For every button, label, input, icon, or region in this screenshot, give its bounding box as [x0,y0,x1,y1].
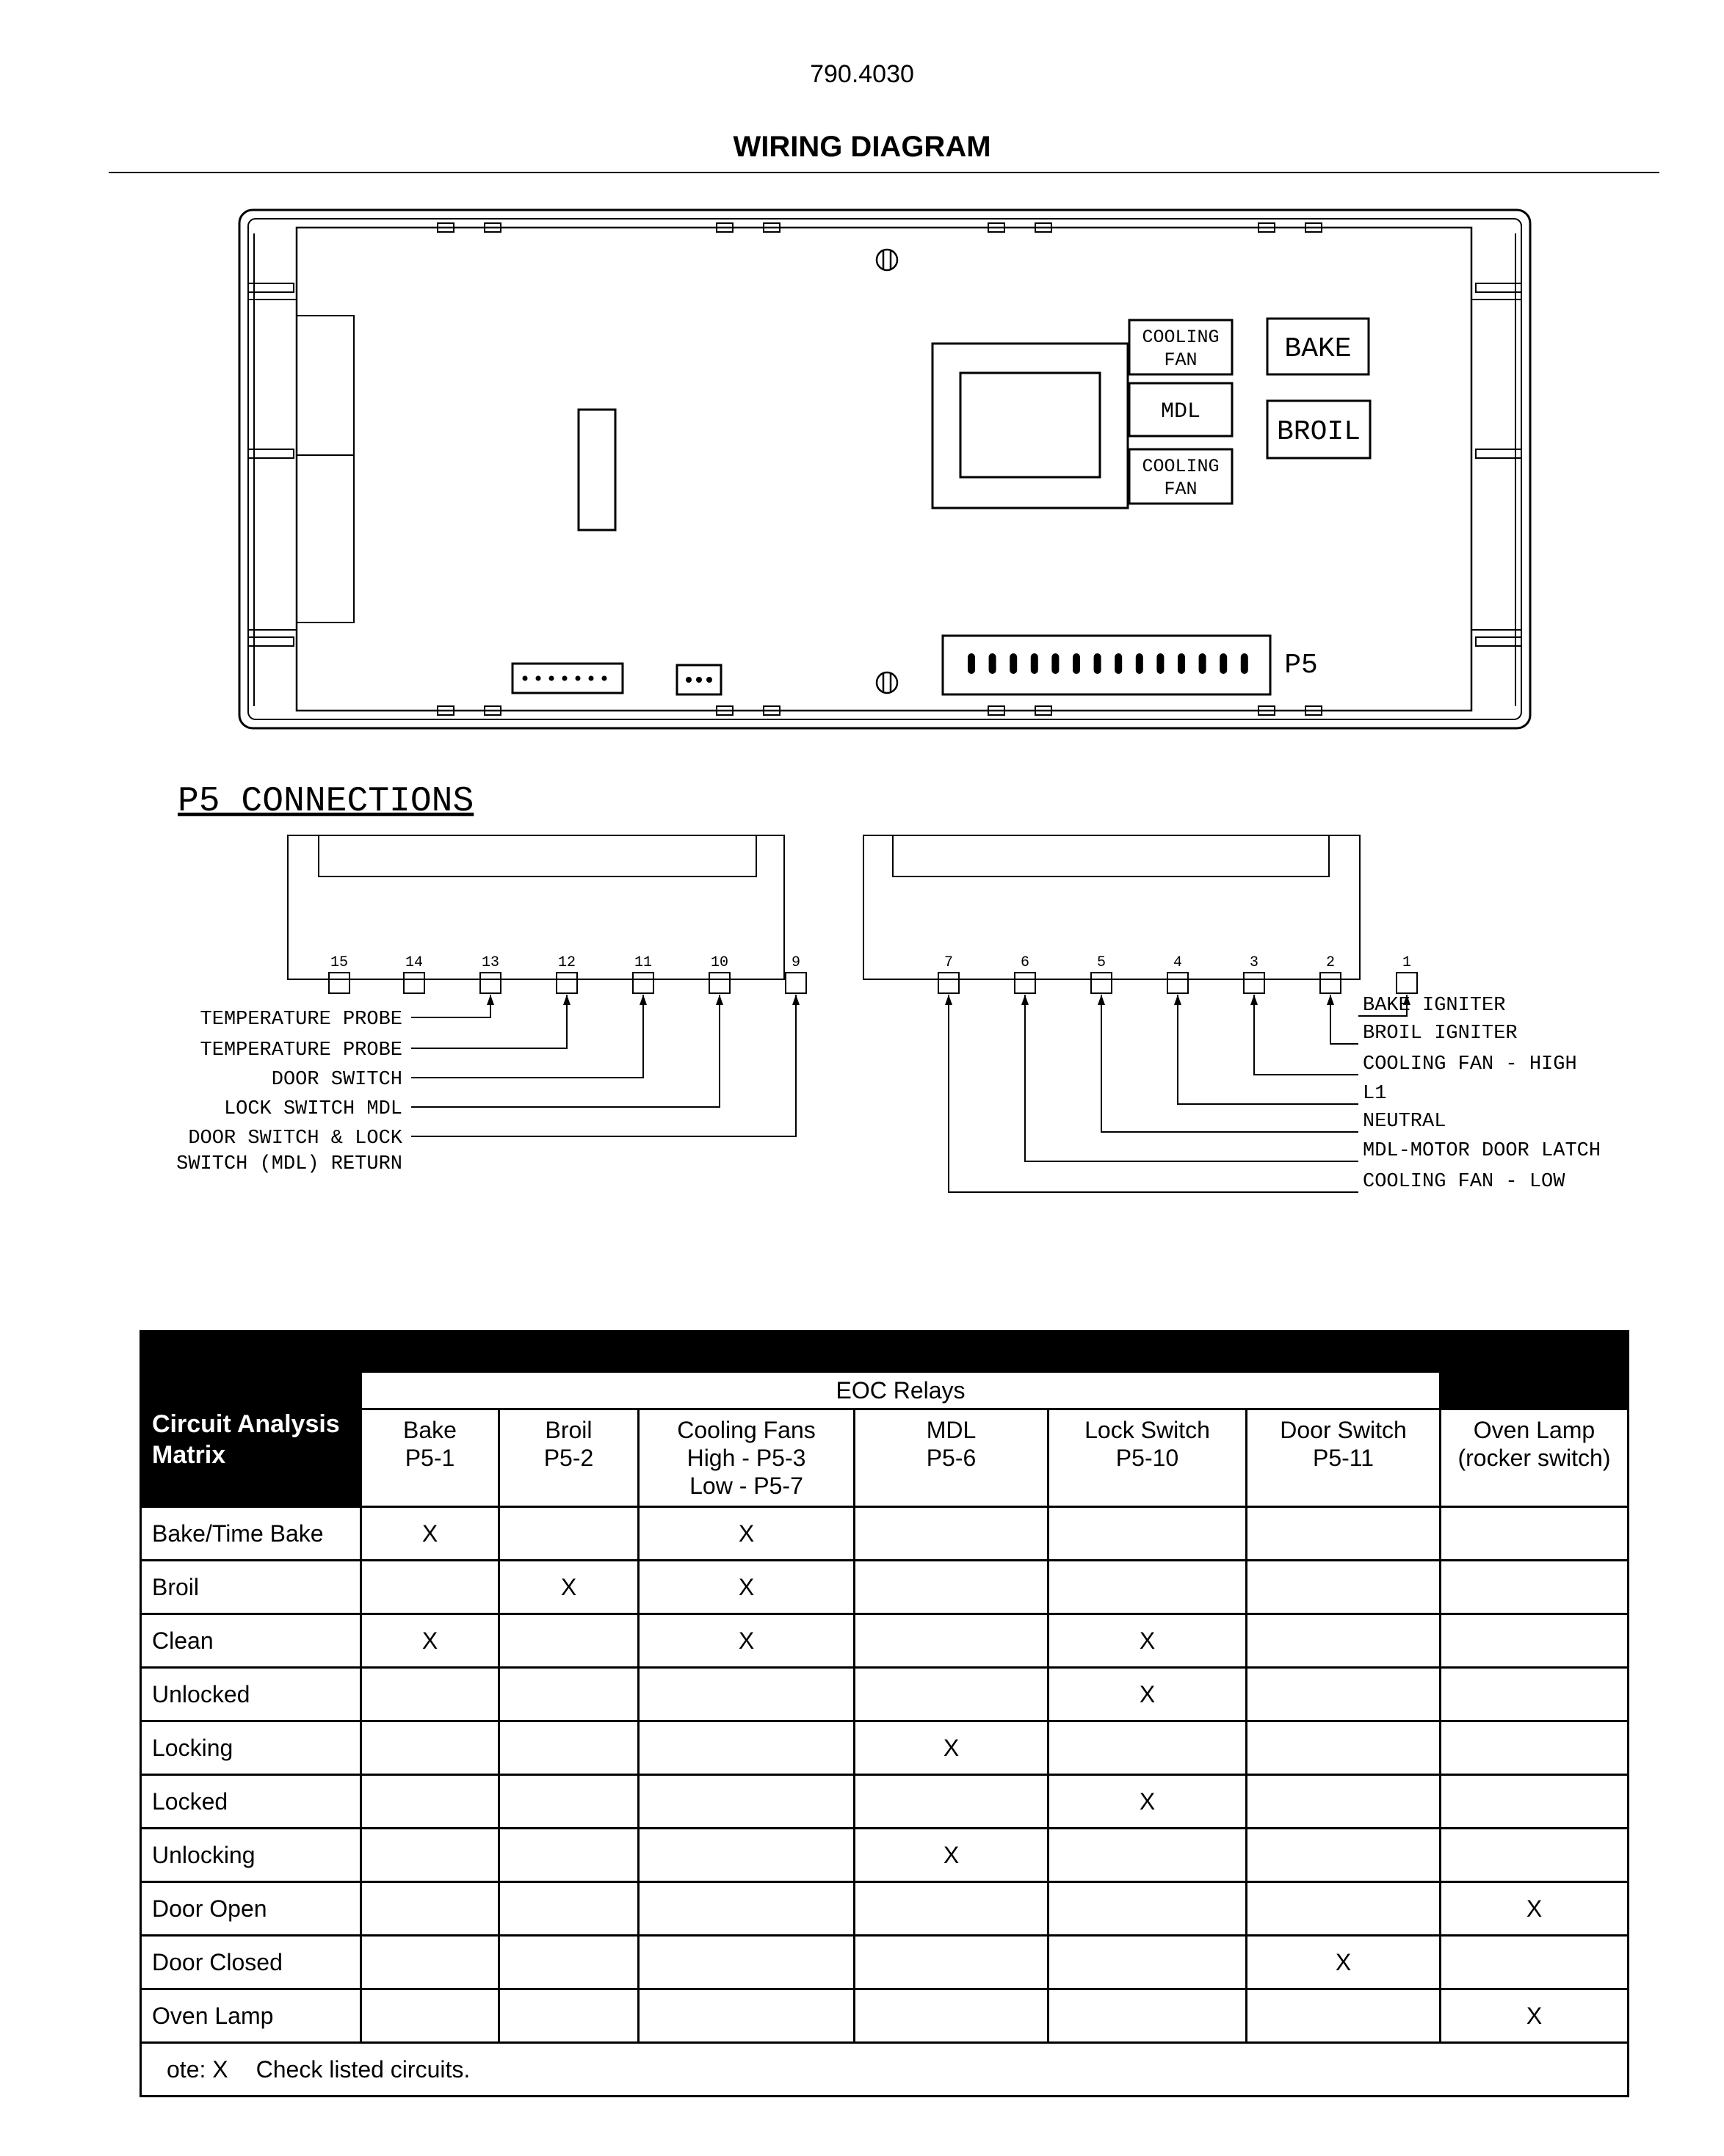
label-pin-9: SWITCH (MDL) RETURN [176,1153,402,1175]
row-label: Broil [141,1561,361,1614]
pin-15-terminal [329,973,349,993]
p5-pin-numbers [330,954,1411,971]
table-row [141,1614,1629,1668]
p5-board-pin [1136,653,1143,674]
pin-13-number: 13 [481,954,500,971]
column-header-bake: Bake P5-1 [361,1409,499,1507]
ribbon-header [579,410,615,530]
pin-1-terminal [1397,973,1417,993]
matrix-cell: X [361,1614,499,1668]
label-pin-12: TEMPERATURE PROBE [200,1039,402,1061]
wire-pin-7 [949,995,1358,1192]
row-label: Bake/Time Bake [141,1507,361,1561]
matrix-cell [855,1989,1048,2043]
wire-pin-9 [411,995,796,1136]
wire-pin-13 [411,995,490,1017]
matrix-cell [639,1721,855,1775]
column-header-lock-switch: Lock Switch P5-10 [1048,1409,1247,1507]
matrix-cell [639,1936,855,1989]
matrix-cell [1247,1614,1441,1668]
matrix-cell [499,1775,639,1829]
pin-6-number: 6 [1020,954,1030,971]
pin-9-number: 9 [791,954,801,971]
pin-15-number: 15 [330,954,349,971]
matrix-cell [855,1668,1048,1721]
table-row [141,1721,1629,1775]
wire-pin-5 [1101,995,1358,1132]
row-label: Door Closed [141,1936,361,1989]
p5-board-pin [1010,653,1017,674]
connector-pins [523,676,713,683]
p5-label: P5 [1284,650,1318,681]
p5-board-pin [1156,653,1164,674]
label-l1: L1 [1363,1083,1387,1105]
eoc-relays-header: EOC Relays [361,1372,1441,1409]
pin-9-terminal [786,973,806,993]
column-header-door-switch: Door Switch P5-11 [1247,1409,1441,1507]
wire-pin-2 [1330,995,1358,1044]
matrix-cell [855,1561,1048,1614]
matrix-cell [361,1829,499,1882]
label-pin-11: DOOR SWITCH [271,1069,402,1091]
pin-14-terminal [404,973,424,993]
matrix-cell [855,1614,1048,1668]
label-cooling-fan-low: COOLING FAN - LOW [1363,1171,1565,1193]
matrix-corner-label: Circuit Analysis Matrix [141,1372,361,1507]
p5-left-labels [176,1009,403,1175]
matrix-cell [1247,1668,1441,1721]
matrix-cell [1441,1668,1629,1721]
p5-board-pin [1031,653,1038,674]
matrix-cell [1441,1721,1629,1775]
board-outer-frame [239,210,1530,728]
matrix-cell [855,1882,1048,1936]
column-header-broil: Broil P5-2 [499,1409,639,1507]
label-cooling-fan-high: COOLING FAN - HIGH [1363,1053,1577,1075]
p5-board-pin [1094,653,1101,674]
matrix-cell: X [639,1614,855,1668]
pin-14-number: 14 [405,954,424,971]
wire-pin-4 [1178,995,1358,1104]
matrix-cell: X [1048,1668,1247,1721]
p5-board-pin [968,653,975,674]
label-neutral: NEUTRAL [1363,1111,1446,1133]
matrix-cell [499,1989,639,2043]
label-pin-9: DOOR SWITCH & LOCK [188,1128,402,1150]
matrix-cell [1048,1829,1247,1882]
matrix-cell [499,1882,639,1936]
row-label: Oven Lamp [141,1989,361,2043]
matrix-cell [499,1614,639,1668]
label-pin-13: TEMPERATURE PROBE [200,1009,402,1031]
matrix-cell: X [1441,1989,1629,2043]
p5-right-connector [863,835,1360,979]
matrix-column-headers [141,1409,1629,1507]
right-rail [1471,233,1521,706]
matrix-cell [639,1882,855,1936]
matrix-cell [499,1721,639,1775]
matrix-cell [639,1989,855,2043]
matrix-cell [1441,1614,1629,1668]
screw-icon [877,250,897,270]
pin-10-number: 10 [710,954,729,971]
wire-pin-10 [411,995,720,1107]
p5-board-pin [1115,653,1122,674]
table-row [141,1989,1629,2043]
transformer-core [960,373,1100,477]
label-broil-igniter: BROIL IGNITER [1363,1023,1518,1045]
p5-left-connector [288,835,784,979]
pin-7-terminal [938,973,959,993]
screw-icon [877,672,897,693]
matrix-cell [1048,1882,1247,1936]
matrix-note-row [141,2043,1629,2097]
matrix-cell: X [855,1829,1048,1882]
table-row [141,1561,1629,1614]
wire-pin-6 [1025,995,1358,1161]
matrix-cell [1048,1936,1247,1989]
pin-2-terminal [1320,973,1341,993]
p5-pins [968,653,1248,674]
wire-pin-11 [411,995,643,1078]
table-row [141,1775,1629,1829]
matrix-cell [361,1721,499,1775]
matrix-cell [1247,1721,1441,1775]
matrix-cell [1247,1829,1441,1882]
matrix-cell [361,1561,499,1614]
label-pin-10: LOCK SWITCH MDL [223,1098,402,1120]
matrix-body [141,1507,1629,2043]
p5-board-pin [989,653,996,674]
matrix-cell: X [639,1507,855,1561]
row-label: Clean [141,1614,361,1668]
matrix-cell [639,1668,855,1721]
transformer [932,344,1128,508]
row-label: Unlocked [141,1668,361,1721]
matrix-cell [1441,1829,1629,1882]
matrix-cell [855,1936,1048,1989]
matrix-cell [1247,1775,1441,1829]
p5-board-pin [1178,653,1185,674]
row-label: Locked [141,1775,361,1829]
matrix-cell [1441,1936,1629,1989]
row-label: Unlocking [141,1829,361,1882]
matrix-cell [499,1668,639,1721]
page-title: WIRING DIAGRAM [733,131,991,163]
matrix-cell [361,1775,499,1829]
column-header-cooling-fans: Cooling Fans High - P5-3 Low - P5-7 [639,1409,855,1507]
p5-pin-squares [329,973,1417,993]
p5-board-pin [1220,653,1227,674]
matrix-cell [1048,1721,1247,1775]
matrix-cell [1441,1507,1629,1561]
cooling-fan-top-label: FAN [1164,349,1198,371]
wire-pin-12 [411,995,567,1048]
board-inner-frame [248,219,1521,719]
matrix-cell: X [361,1507,499,1561]
pin-6-terminal [1015,973,1035,993]
matrix-cell [361,1989,499,2043]
matrix-cell [499,1507,639,1561]
table-row [141,1668,1629,1721]
mdl-label: MDL [1160,399,1201,424]
pin-2-number: 2 [1325,954,1336,971]
table-row [141,1882,1629,1936]
pin-4-number: 4 [1173,954,1183,971]
pin-5-number: 5 [1096,954,1107,971]
matrix-cell: X [1048,1775,1247,1829]
left-rail [248,233,354,706]
matrix-cell [1247,1989,1441,2043]
matrix-cell [499,1936,639,1989]
pin-1-number: 1 [1402,954,1412,971]
matrix-cell [1441,1561,1629,1614]
pin-4-terminal [1167,973,1188,993]
pin-3-number: 3 [1249,954,1259,971]
matrix-cell [1247,1561,1441,1614]
matrix-cell [361,1668,499,1721]
p5-board-pin [1241,653,1248,674]
matrix-cell [1048,1507,1247,1561]
row-label: Locking [141,1721,361,1775]
pin-7-number: 7 [944,954,954,971]
column-header-mdl: MDL P5-6 [855,1409,1048,1507]
p5-right-labels [1363,995,1601,1193]
label-bake-igniter: BAKE IGNITER [1363,995,1506,1017]
row-label: Door Open [141,1882,361,1936]
matrix-group-row [141,1372,1629,1409]
circuit-analysis-matrix [140,1330,1629,2097]
pin-10-terminal [709,973,730,993]
matrix-top-bar [141,1332,1629,1372]
p5-board-pin [1199,653,1206,674]
matrix-cell: X [1048,1614,1247,1668]
table-row [141,1507,1629,1561]
pin-11-number: 11 [634,954,653,971]
matrix-cell [1247,1507,1441,1561]
matrix-cell [1048,1561,1247,1614]
p5-board-pin [1051,653,1059,674]
matrix-cell [1441,1775,1629,1829]
matrix-cell [855,1775,1048,1829]
broil-label: BROIL [1276,416,1361,448]
matrix-cell [499,1829,639,1882]
matrix-cell: X [639,1561,855,1614]
bake-label: BAKE [1284,333,1352,365]
p5-wires [411,995,1407,1192]
matrix-cell [1247,1882,1441,1936]
matrix-cell [639,1775,855,1829]
pin-12-number: 12 [557,954,576,971]
board-pcb [297,228,1471,711]
matrix-cell: X [1441,1882,1629,1936]
p5-connections-title: P5 CONNECTIONS [178,782,474,821]
matrix-note: ote: X Check listed circuits. [141,2043,1629,2097]
wire-pin-3 [1254,995,1358,1075]
matrix-cell: X [1247,1936,1441,1989]
matrix-cell: X [855,1721,1048,1775]
pin-13-terminal [480,973,501,993]
matrix-cell: X [499,1561,639,1614]
table-row [141,1829,1629,1882]
cooling-fan-bottom-label: COOLING [1142,456,1220,477]
matrix-cell [361,1882,499,1936]
pin-3-terminal [1244,973,1264,993]
p5-board-pin [1073,653,1080,674]
document-number: 790.4030 [810,60,914,88]
pin-5-terminal [1091,973,1112,993]
pin-12-terminal [557,973,577,993]
cooling-fan-top-label: COOLING [1142,327,1220,348]
matrix-cell [361,1936,499,1989]
matrix-cell [1048,1989,1247,2043]
control-board [239,210,1530,728]
column-header-oven-lamp: Oven Lamp (rocker switch) [1441,1409,1629,1507]
matrix-corner-fill [1441,1372,1629,1409]
table-row [141,1936,1629,1989]
pin-11-terminal [633,973,653,993]
matrix-cell [855,1507,1048,1561]
label-mdl-motor-door-latch: MDL-MOTOR DOOR LATCH [1363,1140,1601,1162]
cooling-fan-bottom-label: FAN [1164,479,1198,500]
matrix-cell [639,1829,855,1882]
